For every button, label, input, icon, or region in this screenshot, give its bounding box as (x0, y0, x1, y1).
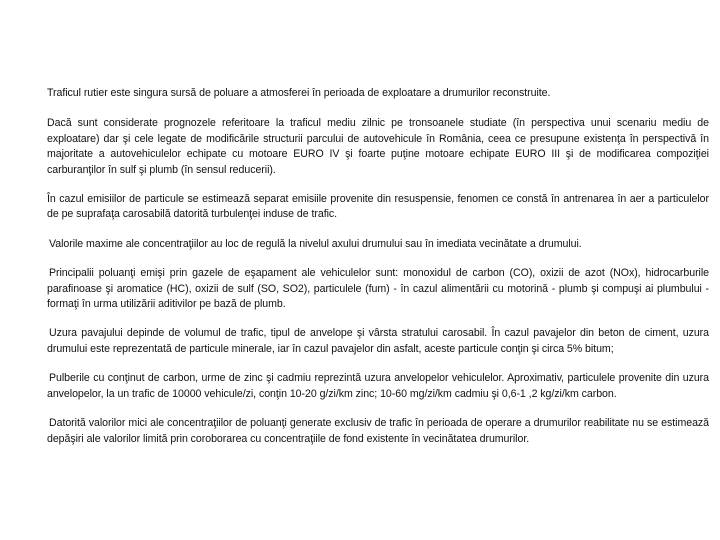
paragraph-max-concentrations: Valorile maxime ale concentraţiilor au loc de regulă la nivelul axului drumului sau în imediata vecinătate a drumului. (49, 237, 582, 250)
paragraph-traffic-source: Traficul rutier este singura sursă de poluare a atmosferei în perioada de exploatare a drumurilor reconstruite. (47, 87, 551, 99)
document-body (47, 86, 709, 461)
paragraph-conclusion: Datorită valorilor mici ale concentraţiilor de poluanţi generate exclusiv de trafic în perioada de operare a drumurilor reabilitate nu se estimează depăşiri ale valorilor limită prin coroborarea cu concentraţiile de fond existente în vecinătatea drumurilor. (47, 417, 709, 445)
paragraph-particle-emissions: În cazul emisiilor de particule se estimează separat emisiile provenite din resuspensie, fenomen ce constă în antrenarea în aer a particulelor de pe suprafaţa carosabilă datorită turbulenţei induse de trafic. (47, 193, 709, 221)
paragraph-exhaust-pollutants: Principalii poluanţi emişi prin gazele de eşapament ale vehiculelor sunt: monoxidul de carbon (CO), oxizii de azot (NOx), hidrocarburile parafinoase şi aromatice (HC), oxizii de sulf (SO, SO2), particulele (fum) - în cazul alimentării cu motorină - plumb şi compuşi ai plumbului - formaţi în urma utilizării aditivilor pe bază de plumb. (47, 267, 709, 311)
paragraph-pavement-wear: Uzura pavajului depinde de volumul de trafic, tipul de anvelope şi vârsta stratului carosabil. În cazul pavajelor din beton de ciment, uzura drumului este reprezentată de particule minerale, iar în cazul pavajelor din asfalt, aceste particule conţin şi circa 5% bitum; (47, 327, 709, 355)
paragraph-tire-wear: Pulberile cu conţinut de carbon, urme de zinc şi cadmiu reprezintă uzura anvelopelor vehiculelor. Aproximativ, particulele provenite din uzura anvelopelor, la un trafic de 10000 vehicule/zi, conţin 10-20 g/zi/km zinc; 10-60 mg/zi/km cadmiu şi 0,6-1 ,2 kg/zi/km carbon. (47, 372, 709, 400)
paragraph-traffic-forecast: Dacă sunt considerate prognozele referitoare la traficul mediu zilnic pe tronsoanele studiate (în perspectiva unui scenariu mediu de exploatare) dar şi cele legate de modificările structurii parcului de autovehicule în România, ceea ce presupune existenţa în perspectivă în majoritate a autovehiculelor echipate cu motoare EURO IV şi foarte puţine motoare echipate EURO III şi de modificarea compoziţiei carburanţilor în sulf şi plumb (în sensul reducerii). (47, 117, 709, 176)
